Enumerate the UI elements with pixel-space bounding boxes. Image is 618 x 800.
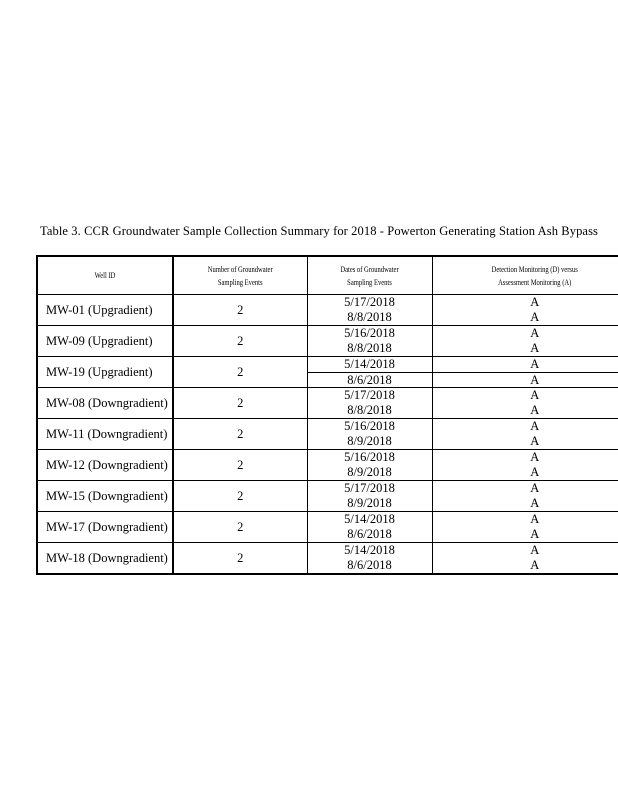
well-id-cell: MW-12 (Downgradient)	[37, 450, 173, 481]
events-cell: 2	[173, 357, 307, 388]
dates-cell	[307, 295, 432, 326]
events-cell: 2	[173, 419, 307, 450]
monitoring-1: A	[530, 481, 540, 495]
date-2: 8/6/2018	[347, 558, 392, 572]
monitoring-1: A	[530, 388, 540, 402]
monitoring-1: A	[530, 512, 540, 526]
well-id-cell: MW-01 (Upgradient)	[37, 295, 173, 326]
table-title: Table 3. CCR Groundwater Sample Collection Summary for 2018 - Powerton Generating Station Ash Bypass	[40, 224, 599, 238]
monitoring-cell	[432, 512, 618, 543]
monitoring-1: A	[530, 326, 540, 340]
date-2: 8/8/2018	[347, 403, 392, 417]
date-1: 5/14/2018	[344, 543, 395, 557]
monitoring-cell	[432, 326, 618, 357]
monitoring-1: A	[530, 295, 540, 309]
monitoring-2: A	[530, 496, 540, 510]
monitoring-cell	[432, 450, 618, 481]
table-row	[37, 481, 618, 512]
well-id-cell: MW-19 (Upgradient)	[37, 357, 173, 388]
dates-cell	[307, 326, 432, 357]
monitoring-cell	[432, 543, 618, 575]
header-number-of-events	[185, 256, 295, 295]
header-monitoring-line2: Assessment Monitoring (A)	[498, 277, 572, 287]
sample-collection-table	[36, 255, 618, 575]
monitoring-cell	[432, 419, 618, 450]
monitoring-2: A	[530, 558, 540, 572]
events-cell: 2	[173, 388, 307, 419]
date-1: 5/16/2018	[344, 326, 395, 340]
dates-cell	[307, 512, 432, 543]
header-events-line1: Number of Groundwater	[207, 264, 273, 274]
monitoring-1: A	[433, 357, 618, 373]
date-2: 8/9/2018	[347, 496, 392, 510]
date-2: 8/8/2018	[347, 310, 392, 324]
header-well-id-label: Well ID	[94, 271, 116, 280]
header-well-id	[49, 256, 161, 295]
events-cell: 2	[173, 326, 307, 357]
well-id-cell: MW-17 (Downgradient)	[37, 512, 173, 543]
table-row	[37, 543, 618, 575]
dates-cell	[307, 450, 432, 481]
events-cell: 2	[173, 450, 307, 481]
header-events-line2: Sampling Events	[217, 277, 263, 287]
monitoring-2: A	[530, 527, 540, 541]
well-id-cell: MW-09 (Upgradient)	[37, 326, 173, 357]
monitoring-1: A	[530, 543, 540, 557]
header-monitoring-type	[450, 256, 618, 295]
date-2: 8/9/2018	[347, 465, 392, 479]
well-id-cell: MW-15 (Downgradient)	[37, 481, 173, 512]
monitoring-1: A	[530, 419, 540, 433]
header-dates-line1: Dates of Groundwater	[340, 264, 399, 274]
table-row	[37, 326, 618, 357]
monitoring-cell	[432, 295, 618, 326]
date-1: 5/17/2018	[344, 388, 395, 402]
monitoring-2: A	[530, 465, 540, 479]
well-id-cell: MW-11 (Downgradient)	[37, 419, 173, 450]
date-1: 5/17/2018	[344, 295, 395, 309]
date-1: 5/16/2018	[344, 419, 395, 433]
date-1: 5/17/2018	[344, 481, 395, 495]
table-header-row	[37, 256, 618, 295]
dates-cell	[307, 419, 432, 450]
monitoring-1: A	[530, 450, 540, 464]
date-2: 8/8/2018	[347, 341, 392, 355]
dates-cell	[307, 481, 432, 512]
events-cell: 2	[173, 543, 307, 575]
well-id-cell: MW-08 (Downgradient)	[37, 388, 173, 419]
dates-cell	[307, 388, 432, 419]
dates-cell	[307, 357, 432, 388]
table-row	[37, 388, 618, 419]
table-row	[37, 357, 618, 388]
events-cell: 2	[173, 295, 307, 326]
events-cell: 2	[173, 481, 307, 512]
dates-cell	[307, 543, 432, 575]
date-1: 5/14/2018	[308, 357, 432, 373]
table-row	[37, 512, 618, 543]
header-dates-line2: Sampling Events	[347, 277, 392, 287]
monitoring-2: A	[530, 403, 540, 417]
monitoring-2: A	[530, 310, 540, 324]
header-monitoring-line1: Detection Monitoring (D) versus	[491, 264, 578, 274]
monitoring-cell	[432, 481, 618, 512]
monitoring-2: A	[530, 341, 540, 355]
date-1: 5/14/2018	[344, 512, 395, 526]
header-sampling-dates	[318, 256, 421, 295]
events-cell: 2	[173, 512, 307, 543]
well-id-cell: MW-18 (Downgradient)	[37, 543, 173, 575]
monitoring-2: A	[530, 434, 540, 448]
monitoring-cell	[432, 357, 618, 388]
monitoring-cell	[432, 388, 618, 419]
date-2: 8/6/2018	[347, 527, 392, 541]
table-row	[37, 419, 618, 450]
table-row	[37, 295, 618, 326]
date-2: 8/6/2018	[347, 373, 392, 387]
date-2: 8/9/2018	[347, 434, 392, 448]
date-1: 5/16/2018	[344, 450, 395, 464]
monitoring-2: A	[530, 373, 540, 387]
table-row	[37, 450, 618, 481]
